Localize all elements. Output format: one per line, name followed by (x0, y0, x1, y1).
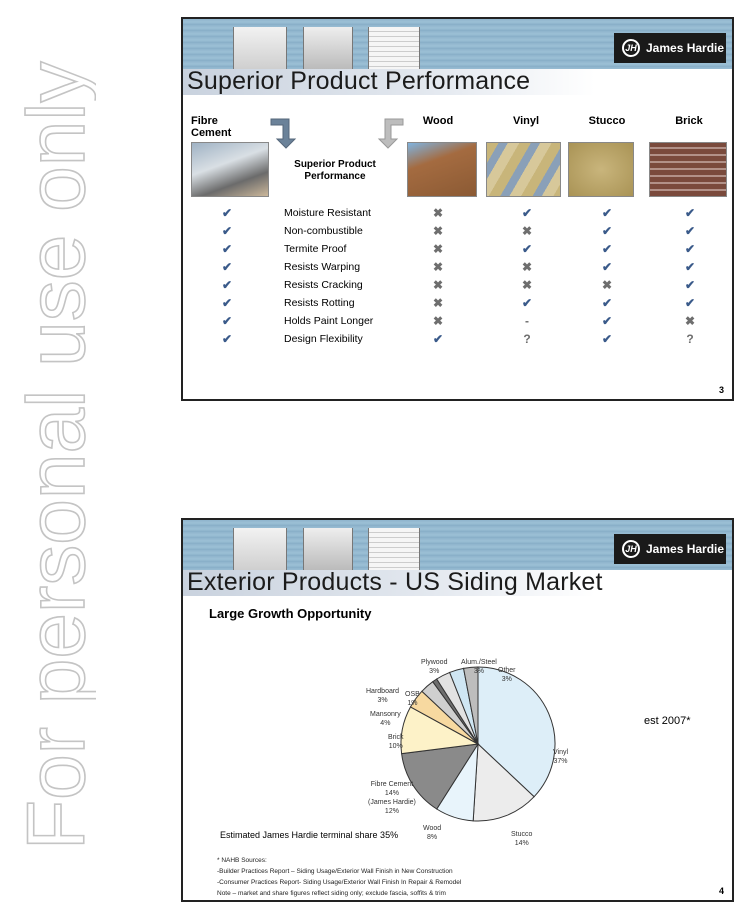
slide-siding-market (181, 518, 734, 902)
check-icon: ✔ (221, 314, 233, 328)
pie-label-line: Other (498, 667, 516, 674)
cross-icon: ✖ (684, 314, 696, 328)
check-icon: ✔ (221, 296, 233, 310)
check-icon: ✔ (221, 260, 233, 274)
dash-icon: - (525, 314, 529, 328)
pie-label-line: Brick (388, 734, 404, 741)
pie-label (368, 780, 416, 816)
cross-icon: ✖ (521, 278, 533, 292)
watermark-text: For personal use only (11, 61, 96, 850)
pie-label (461, 658, 497, 676)
siding-market-pie-chart (333, 640, 593, 847)
logo-mark: JH (622, 540, 640, 558)
table-row (183, 331, 732, 349)
pie-label-line: 8% (427, 834, 438, 841)
check-icon: ✔ (684, 242, 696, 256)
check-icon: ✔ (601, 332, 613, 346)
check-icon: ✔ (601, 242, 613, 256)
james-hardie-logo (614, 33, 726, 63)
slide-product-performance (181, 17, 734, 401)
check-icon: ✔ (601, 206, 613, 220)
check-icon: ✔ (684, 206, 696, 220)
cross-icon: ✖ (521, 260, 533, 274)
pie-label-line: 12% (384, 808, 399, 815)
table-row (183, 295, 732, 313)
stucco-photo (568, 142, 634, 197)
pie-label-line: 3% (501, 676, 512, 683)
check-icon: ✔ (684, 278, 696, 292)
row-label: Moisture Resistant (284, 207, 371, 219)
col-fibre-cement: Fibre Cement (191, 115, 232, 139)
row-label: Resists Rotting (284, 297, 355, 309)
check-icon: ✔ (684, 260, 696, 274)
pie-label-line: 3% (377, 697, 388, 704)
pie-label-line: 14% (514, 840, 529, 847)
cross-icon: ✖ (432, 314, 444, 328)
page-number: 3 (718, 385, 724, 395)
page-number: 4 (718, 886, 724, 896)
pie-label (498, 666, 516, 684)
pie-label-line: 1% (407, 700, 418, 707)
check-icon: ✔ (601, 314, 613, 328)
banner (183, 520, 732, 570)
cross-icon: ✖ (432, 278, 444, 292)
cross-icon: ✖ (432, 296, 444, 310)
row-label: Resists Cracking (284, 279, 363, 291)
table-row (183, 313, 732, 331)
banner-photo (368, 27, 420, 69)
cross-icon: ✖ (432, 242, 444, 256)
pie-label (370, 710, 401, 728)
cross-icon: ✖ (432, 260, 444, 274)
table-row (183, 241, 732, 259)
pie-label-line: 10% (388, 743, 403, 750)
row-label: Termite Proof (284, 243, 347, 255)
table-row (183, 259, 732, 277)
source-notes (217, 855, 461, 899)
pie-label-line: Stucco (511, 831, 533, 838)
pie-label (421, 658, 447, 676)
pie-label (388, 733, 404, 751)
vinyl-photo (486, 142, 561, 197)
check-icon: ✔ (601, 260, 613, 274)
col-stucco: Stucco (588, 115, 626, 127)
check-icon: ✔ (221, 332, 233, 346)
pie-label-line: Plywood (421, 659, 448, 666)
col-brick: Brick (675, 115, 703, 127)
note-line: -Builder Practices Report – Siding Usage/Exterior Wall Finish in New Construction (217, 868, 453, 875)
pie-label (423, 824, 441, 842)
cross-icon: ✖ (521, 224, 533, 238)
question-icon: ? (523, 332, 531, 346)
watermark (6, 60, 96, 860)
arrow-down-left-icon (375, 117, 405, 149)
note-line: Note – market and share figures reflect siding only; exclude fascia, soffits & trim (217, 890, 446, 897)
banner-photo (303, 528, 353, 570)
check-icon: ✔ (221, 242, 233, 256)
brick-photo (649, 142, 727, 197)
banner-photo (233, 528, 287, 570)
james-hardie-logo (614, 534, 726, 564)
check-icon: ✔ (601, 296, 613, 310)
table-row (183, 205, 732, 223)
pie-label-line: Wood (423, 825, 442, 832)
pie-label (366, 687, 399, 705)
pie-label-line: Hardboard (366, 688, 400, 695)
banner-photo (303, 27, 353, 69)
question-icon: ? (686, 332, 694, 346)
estimate-label: est 2007* (644, 715, 691, 727)
pie-label-line: Vinyl (553, 749, 569, 756)
note-line: -Consumer Practices Report- Siding Usage/Exterior Wall Finish In Repair & Remodel (217, 879, 462, 886)
cross-icon: ✖ (432, 206, 444, 220)
check-icon: ✔ (221, 206, 233, 220)
slide-title: Exterior Products - US Siding Market (187, 568, 603, 596)
slide-title: Superior Product Performance (187, 67, 531, 95)
table-row (183, 277, 732, 295)
row-label: Resists Warping (284, 261, 361, 273)
check-icon: ✔ (601, 224, 613, 238)
pie-label-line: Alum./Steel (461, 659, 497, 666)
pie-label (405, 690, 420, 708)
pie-label-line: 3% (429, 668, 440, 675)
col-vinyl: Vinyl (512, 115, 540, 127)
table-row (183, 223, 732, 241)
pie-label-line: 14% (384, 790, 399, 797)
banner-photo (233, 27, 287, 69)
pie-label-line: OSB (405, 691, 420, 698)
logo-mark: JH (622, 39, 640, 57)
check-icon: ✔ (684, 224, 696, 238)
brand-name: James Hardie (646, 542, 725, 556)
brand-name: James Hardie (646, 41, 725, 55)
banner-photo (368, 528, 420, 570)
pie-label (511, 830, 532, 848)
note-line: * NAHB Sources: (217, 857, 267, 864)
terminal-share: Estimated James Hardie terminal share 35% (220, 830, 399, 840)
col-wood: Wood (422, 115, 454, 127)
row-label: Non-combustible (284, 225, 363, 237)
check-icon: ✔ (432, 332, 444, 346)
performance-header: Superior Product Performance (294, 159, 376, 182)
check-icon: ✔ (521, 296, 533, 310)
check-icon: ✔ (221, 224, 233, 238)
pie-label-line: Fibre Cement (370, 781, 414, 788)
pie-label-line: 37% (553, 758, 568, 765)
fibre-cement-photo (191, 142, 269, 197)
subtitle: Large Growth Opportunity (209, 606, 372, 621)
pie-label-line: Mansonry (370, 711, 401, 718)
check-icon: ✔ (684, 296, 696, 310)
check-icon: ✔ (521, 242, 533, 256)
arrow-down-right-icon (269, 117, 299, 149)
wood-photo (407, 142, 477, 197)
banner (183, 19, 732, 69)
check-icon: ✔ (221, 278, 233, 292)
pie-label-line: (James Hardie) (368, 799, 416, 806)
cross-icon: ✖ (601, 278, 613, 292)
pie-label (553, 748, 568, 766)
cross-icon: ✖ (432, 224, 444, 238)
row-label: Design Flexibility (284, 333, 363, 345)
row-label: Holds Paint Longer (284, 315, 374, 327)
pie-label-line: 3% (473, 668, 484, 675)
pie-label-line: 4% (380, 720, 391, 727)
check-icon: ✔ (521, 206, 533, 220)
